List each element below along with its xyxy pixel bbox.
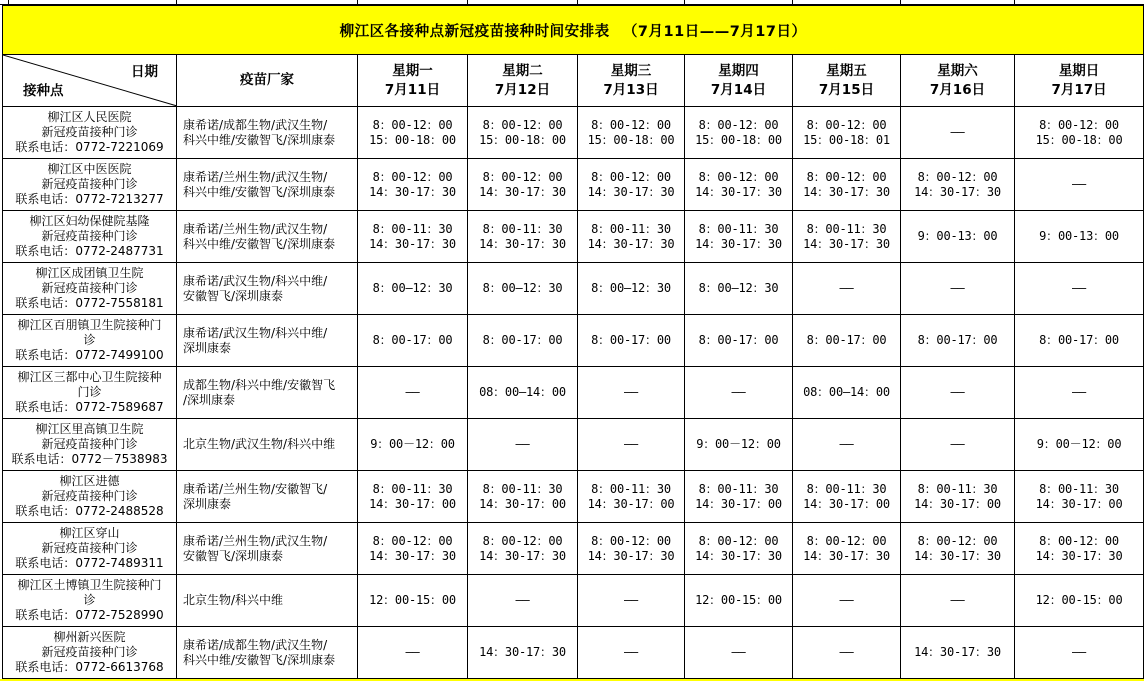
manufacturer-line: 北京生物/武汉生物/科兴中维 — [183, 437, 336, 451]
time-cell — [901, 211, 1015, 263]
date-header-label: 日期 — [131, 64, 158, 80]
time-line: 8：00—12：30 — [482, 281, 563, 295]
site-line: 联系电话：0772-7221069 — [15, 140, 164, 154]
day-header-4 — [685, 55, 793, 107]
site-line: 新冠疫苗接种门诊 — [41, 645, 138, 659]
time-line: 8：00—12：30 — [591, 281, 671, 295]
time-cell — [1015, 107, 1144, 159]
manufacturer-line: 科兴中维/安徽智飞/深圳康泰 — [183, 652, 336, 667]
time-line: —— — [950, 593, 965, 607]
table-row — [3, 367, 1144, 419]
time-line: —— — [515, 437, 530, 451]
time-cell — [578, 107, 685, 159]
manufacturer-line: 安徽智飞/深圳康泰 — [183, 288, 284, 303]
time-line: 8：00-17：00 — [1039, 333, 1119, 347]
time-cell — [901, 419, 1015, 471]
site-line: 联系电话：0772-7499100 — [15, 348, 164, 362]
table-row — [3, 315, 1144, 367]
manufacturer-line: 康希诺/兰州生物/武汉生物/ — [183, 533, 328, 548]
time-cell — [578, 471, 685, 523]
manufacturer-line: 康希诺/兰州生物/武汉生物/ — [183, 169, 328, 184]
time-cell — [901, 315, 1015, 367]
site-line: 柳江区三都中心卫生院接种 — [17, 370, 162, 384]
time-cell — [358, 575, 468, 627]
time-cell — [793, 367, 901, 419]
manufacturer-line: 康希诺/武汉生物/科兴中维/ — [183, 325, 328, 340]
manufacturer-line: 成都生物/科兴中维/安徽智飞 — [183, 377, 336, 392]
time-cell — [901, 471, 1015, 523]
site-line: 诊 — [83, 593, 96, 607]
time-line: —— — [950, 281, 965, 295]
time-cell — [1015, 419, 1144, 471]
time-line: —— — [1072, 281, 1087, 295]
date-label: 7月17日 — [1051, 81, 1107, 98]
time-cell — [685, 627, 793, 679]
time-line: 14：30-17：00 — [479, 496, 566, 511]
time-line: 8：00-12：00 — [698, 117, 779, 132]
time-line: 15：00-18：00 — [369, 132, 456, 147]
time-cell — [1015, 159, 1144, 211]
time-line: 8：00-17：00 — [482, 333, 563, 347]
time-line: 8：00-12：00 — [482, 117, 563, 132]
site-line: 联系电话：0772-7558181 — [15, 296, 164, 310]
site-line: 新冠疫苗接种门诊 — [41, 229, 138, 243]
site-line: 新冠疫苗接种门诊 — [41, 489, 138, 503]
date-label: 7月11日 — [384, 81, 441, 98]
site-line: 柳江区进德 — [59, 474, 120, 488]
time-cell — [578, 263, 685, 315]
time-cell — [793, 627, 901, 679]
time-line: 8：00-17：00 — [372, 333, 453, 347]
weekday-label: 星期二 — [502, 62, 543, 79]
time-cell — [793, 159, 901, 211]
time-line: 14：30-17：30 — [587, 236, 675, 251]
time-line: —— — [515, 593, 530, 607]
weekday-label: 星期一 — [392, 62, 433, 79]
site-line: 联系电话：0772-7528990 — [15, 608, 164, 622]
time-line: 15：00-18：00 — [587, 132, 675, 147]
site-line: 柳江区里高镇卫生院 — [35, 422, 144, 436]
table-row — [3, 211, 1144, 263]
time-cell — [468, 159, 578, 211]
time-line: 8：00-11：30 — [698, 221, 779, 236]
site-cell — [3, 211, 177, 263]
time-line: 15：00-18：00 — [479, 132, 566, 147]
site-line: 联系电话：0772-6613768 — [15, 660, 164, 674]
time-cell — [578, 211, 685, 263]
time-cell — [793, 419, 901, 471]
site-line: 新冠疫苗接种门诊 — [41, 125, 138, 139]
time-cell — [578, 159, 685, 211]
site-cell — [3, 419, 177, 471]
manufacturer-line: 康希诺/兰州生物/安徽智飞/ — [183, 481, 328, 496]
manufacturer-line: 北京生物/科兴中维 — [183, 593, 284, 607]
time-line: 14：30-17：00 — [587, 496, 675, 511]
time-cell — [685, 263, 793, 315]
site-cell — [3, 263, 177, 315]
site-line: 联系电话：0772-2487731 — [15, 244, 164, 258]
time-cell — [685, 159, 793, 211]
weekday-label: 星期五 — [826, 62, 867, 79]
time-line: 8：00-11：30 — [917, 481, 998, 496]
time-cell — [901, 367, 1015, 419]
manufacturer-cell — [177, 471, 358, 523]
day-header-3 — [578, 55, 685, 107]
time-cell — [1015, 627, 1144, 679]
site-cell — [3, 471, 177, 523]
time-line: 8：00-11：30 — [806, 221, 887, 236]
time-cell — [468, 419, 578, 471]
time-cell — [468, 367, 578, 419]
site-cell — [3, 315, 177, 367]
time-cell — [901, 107, 1015, 159]
time-line: 14：30-17：00 — [695, 496, 782, 511]
time-line: —— — [839, 437, 854, 451]
time-line: —— — [839, 593, 854, 607]
manufacturer-header: 疫苗厂家 — [177, 55, 358, 107]
site-line: 联系电话：0772-2488528 — [15, 504, 164, 518]
site-cell — [3, 575, 177, 627]
day-header-1 — [358, 55, 468, 107]
time-cell — [901, 627, 1015, 679]
time-line: —— — [839, 281, 854, 295]
time-line: 14：30-17：00 — [369, 496, 456, 511]
time-line: 14：30-17：30 — [695, 548, 782, 563]
manufacturer-line: 科兴中维/安徽智飞/深圳康泰 — [183, 132, 336, 147]
time-line: 8：00-12：00 — [372, 533, 453, 548]
time-line: 14：30-17：30 — [479, 548, 566, 563]
time-line: 9：00－12：00 — [370, 437, 455, 451]
time-cell — [793, 107, 901, 159]
time-line: 8：00-12：00 — [591, 169, 671, 184]
time-cell — [685, 575, 793, 627]
time-line: 8：00—12：30 — [372, 281, 453, 295]
time-line: 15：00-18：00 — [695, 132, 782, 147]
time-line: 8：00-12：00 — [482, 533, 563, 548]
time-cell — [685, 471, 793, 523]
time-line: 12：00-15：00 — [1035, 593, 1123, 607]
time-cell — [685, 367, 793, 419]
manufacturer-line: 深圳康泰 — [183, 496, 232, 511]
time-cell — [578, 419, 685, 471]
time-cell — [578, 523, 685, 575]
time-line: —— — [839, 645, 854, 659]
time-cell — [685, 419, 793, 471]
time-line: 08：00—14：00 — [479, 385, 566, 399]
table-row — [3, 471, 1144, 523]
date-label: 7月13日 — [603, 81, 659, 98]
site-line: 柳州新兴医院 — [53, 630, 126, 644]
day-header-2 — [468, 55, 578, 107]
time-cell — [901, 575, 1015, 627]
time-cell — [468, 471, 578, 523]
time-line: 8：00-11：30 — [372, 481, 453, 496]
time-line: 8：00-12：00 — [372, 117, 453, 132]
time-line: —— — [950, 437, 965, 451]
manufacturer-line: 康希诺/兰州生物/武汉生物/ — [183, 221, 328, 236]
time-line: 8：00-17：00 — [917, 333, 998, 347]
time-line: 08：00—14：00 — [803, 385, 890, 399]
site-line: 门诊 — [77, 385, 102, 399]
time-cell — [793, 471, 901, 523]
manufacturer-line: 科兴中维/安徽智飞/深圳康泰 — [183, 184, 336, 199]
manufacturer-line: 康希诺/武汉生物/科兴中维/ — [183, 273, 328, 288]
time-line: 12：00-15：00 — [369, 593, 456, 607]
time-line: 12：00-15：00 — [695, 593, 782, 607]
site-cell — [3, 523, 177, 575]
time-cell — [578, 315, 685, 367]
table-row — [3, 107, 1144, 159]
time-cell — [901, 159, 1015, 211]
table-row — [3, 627, 1144, 679]
time-cell — [468, 263, 578, 315]
manufacturer-line: 科兴中维/安徽智飞/深圳康泰 — [183, 236, 336, 251]
time-cell — [793, 263, 901, 315]
time-cell — [358, 627, 468, 679]
time-cell — [685, 211, 793, 263]
time-line: 8：00-12：00 — [591, 117, 671, 132]
time-line: 14：30-17：30 — [1035, 548, 1123, 563]
time-line: —— — [405, 645, 420, 659]
time-cell — [358, 211, 468, 263]
site-cell — [3, 159, 177, 211]
time-cell — [1015, 263, 1144, 315]
day-header-7 — [1015, 55, 1144, 107]
manufacturer-cell — [177, 211, 358, 263]
time-cell — [358, 523, 468, 575]
site-line: 柳江区中医医院 — [47, 162, 132, 176]
time-line: 15：00-18：00 — [1035, 132, 1123, 147]
time-line: 8：00-12：00 — [698, 533, 779, 548]
time-line: —— — [731, 645, 746, 659]
site-line: 联系电话：0772-7213277 — [15, 192, 164, 206]
time-cell — [468, 627, 578, 679]
time-line: 14：30-17：00 — [1035, 496, 1123, 511]
time-cell — [358, 315, 468, 367]
time-line: 8：00-12：00 — [806, 117, 887, 132]
date-label: 7月14日 — [710, 81, 767, 98]
time-line: 8：00-11：30 — [1039, 481, 1119, 496]
time-line: 9：00-13：00 — [917, 229, 998, 243]
site-cell — [3, 107, 177, 159]
time-cell — [468, 575, 578, 627]
time-line: 15：00-18：01 — [803, 132, 890, 147]
time-line: 14：30-17：00 — [914, 496, 1001, 511]
site-line: 柳江区土博镇卫生院接种门 — [17, 578, 162, 592]
site-line: 柳江区妇幼保健院基隆 — [29, 214, 150, 228]
time-line: 8：00-12：00 — [806, 533, 887, 548]
time-cell — [358, 419, 468, 471]
time-line: —— — [405, 385, 420, 399]
time-line: 14：30-17：30 — [803, 548, 890, 563]
time-cell — [901, 523, 1015, 575]
time-line: 14：30-17：30 — [369, 184, 456, 199]
time-cell — [685, 107, 793, 159]
time-line: 8：00-17：00 — [806, 333, 887, 347]
time-cell — [578, 627, 685, 679]
time-cell — [1015, 211, 1144, 263]
schedule-table — [2, 5, 1144, 679]
date-label: 7月12日 — [494, 81, 551, 98]
manufacturer-cell — [177, 523, 358, 575]
table-title: 柳江区各接种点新冠疫苗接种时间安排表 （7月11日——7月17日） — [3, 6, 1144, 55]
manufacturer-cell — [177, 263, 358, 315]
time-line: 8：00—12：30 — [698, 281, 779, 295]
time-line: 14：30-17：00 — [803, 496, 890, 511]
time-cell — [468, 523, 578, 575]
site-line: 诊 — [83, 333, 96, 347]
time-line: 14：30-17：30 — [803, 236, 890, 251]
table-row — [3, 159, 1144, 211]
time-line: 8：00-12：00 — [1039, 533, 1119, 548]
site-cell — [3, 627, 177, 679]
time-line: —— — [731, 385, 746, 399]
time-cell — [685, 523, 793, 575]
manufacturer-line: 康希诺/成都生物/武汉生物/ — [183, 117, 328, 132]
time-line: 14：30-17：30 — [369, 548, 456, 563]
time-cell — [468, 315, 578, 367]
time-line: 8：00-12：00 — [482, 169, 563, 184]
manufacturer-line: 安徽智飞/深圳康泰 — [183, 548, 284, 563]
time-line: —— — [623, 593, 639, 607]
time-line: 8：00-11：30 — [372, 221, 453, 236]
time-cell — [685, 315, 793, 367]
time-line: 8：00-12：00 — [806, 169, 887, 184]
site-cell — [3, 367, 177, 419]
time-line: 14：30-17：30 — [803, 184, 890, 199]
time-line: 8：00-12：00 — [591, 533, 671, 548]
weekday-label: 星期六 — [937, 62, 978, 79]
manufacturer-line: 深圳康泰 — [183, 340, 232, 355]
corner-header — [3, 55, 177, 107]
time-line: —— — [1072, 385, 1087, 399]
time-line: 8：00-17：00 — [698, 333, 779, 347]
time-line: 8：00-12：00 — [698, 169, 779, 184]
manufacturer-cell — [177, 159, 358, 211]
time-line: —— — [1072, 177, 1087, 191]
time-line: 14：30-17：30 — [695, 184, 782, 199]
time-line: 8：00-11：30 — [591, 221, 671, 236]
time-cell — [578, 575, 685, 627]
time-line: 8：00-12：00 — [1039, 117, 1119, 132]
time-cell — [1015, 315, 1144, 367]
time-line: 14：30-17：30 — [695, 236, 782, 251]
time-cell — [1015, 471, 1144, 523]
time-line: —— — [1072, 645, 1087, 659]
manufacturer-cell — [177, 575, 358, 627]
time-line: 9：00-13：00 — [1039, 229, 1119, 243]
time-cell — [358, 263, 468, 315]
time-line: 8：00-11：30 — [806, 481, 887, 496]
time-line: 8：00-11：30 — [591, 481, 671, 496]
weekday-label: 星期四 — [718, 62, 759, 79]
time-cell — [1015, 523, 1144, 575]
table-row — [3, 263, 1144, 315]
manufacturer-cell — [177, 419, 358, 471]
weekday-label: 星期日 — [1058, 62, 1100, 79]
site-line: 联系电话：0772-7489311 — [15, 556, 164, 570]
table-row — [3, 575, 1144, 627]
site-header-label: 接种点 — [23, 83, 64, 99]
time-line: —— — [623, 385, 639, 399]
manufacturer-cell — [177, 627, 358, 679]
time-line: —— — [623, 437, 639, 451]
time-line: 14：30-17：30 — [587, 548, 675, 563]
time-cell — [1015, 575, 1144, 627]
time-line: 9：00－12：00 — [696, 437, 781, 451]
table-row — [3, 523, 1144, 575]
time-line: 14：30-17：30 — [914, 645, 1001, 659]
time-line: —— — [950, 125, 965, 139]
time-line: 9：00－12：00 — [1036, 437, 1122, 451]
date-label: 7月16日 — [929, 81, 986, 98]
time-line: 14：30-17：30 — [479, 236, 566, 251]
site-line: 联系电话：0772－7538983 — [11, 452, 168, 466]
time-line: 8：00-11：30 — [698, 481, 779, 496]
site-line: 柳江区百朋镇卫生院接种门 — [17, 318, 162, 332]
time-line: 8：00-11：30 — [482, 221, 563, 236]
time-cell — [578, 367, 685, 419]
time-line: 14：30-17：30 — [479, 645, 566, 659]
time-cell — [358, 471, 468, 523]
time-cell — [468, 211, 578, 263]
time-line: 8：00-11：30 — [482, 481, 563, 496]
time-cell — [793, 575, 901, 627]
site-line: 联系电话：0772-7589687 — [15, 400, 164, 414]
manufacturer-line: 康希诺/成都生物/武汉生物/ — [183, 637, 328, 652]
site-line: 新冠疫苗接种门诊 — [41, 281, 138, 295]
time-cell — [358, 107, 468, 159]
time-line: 8：00-12：00 — [372, 169, 453, 184]
time-cell — [358, 159, 468, 211]
manufacturer-line: /深圳康泰 — [183, 392, 236, 407]
time-line: 8：00-12：00 — [917, 533, 998, 548]
time-cell — [793, 315, 901, 367]
time-line: 14：30-17：30 — [369, 236, 456, 251]
time-line: 14：30-17：30 — [587, 184, 675, 199]
manufacturer-cell — [177, 107, 358, 159]
day-header-6 — [901, 55, 1015, 107]
site-line: 新冠疫苗接种门诊 — [41, 437, 138, 451]
time-line: 8：00-12：00 — [917, 169, 998, 184]
time-cell — [1015, 367, 1144, 419]
time-line: 14：30-17：30 — [914, 184, 1001, 199]
site-line: 柳江区成团镇卫生院 — [35, 266, 144, 280]
date-label: 7月15日 — [818, 81, 875, 98]
site-line: 新冠疫苗接种门诊 — [41, 177, 138, 191]
time-cell — [901, 263, 1015, 315]
time-cell — [793, 523, 901, 575]
time-line: 14：30-17：30 — [914, 548, 1001, 563]
time-cell — [358, 367, 468, 419]
time-line: 8：00-17：00 — [591, 333, 671, 347]
time-line: —— — [623, 645, 639, 659]
time-cell — [468, 107, 578, 159]
manufacturer-cell — [177, 315, 358, 367]
site-line: 柳江区人民医院 — [47, 110, 132, 124]
day-header-5 — [793, 55, 901, 107]
site-line: 柳江区穿山 — [59, 526, 120, 540]
weekday-label: 星期三 — [610, 62, 652, 79]
time-cell — [793, 211, 901, 263]
manufacturer-cell — [177, 367, 358, 419]
table-row — [3, 419, 1144, 471]
time-line: —— — [950, 385, 965, 399]
time-line: 14：30-17：30 — [479, 184, 566, 199]
site-line: 新冠疫苗接种门诊 — [41, 541, 138, 555]
